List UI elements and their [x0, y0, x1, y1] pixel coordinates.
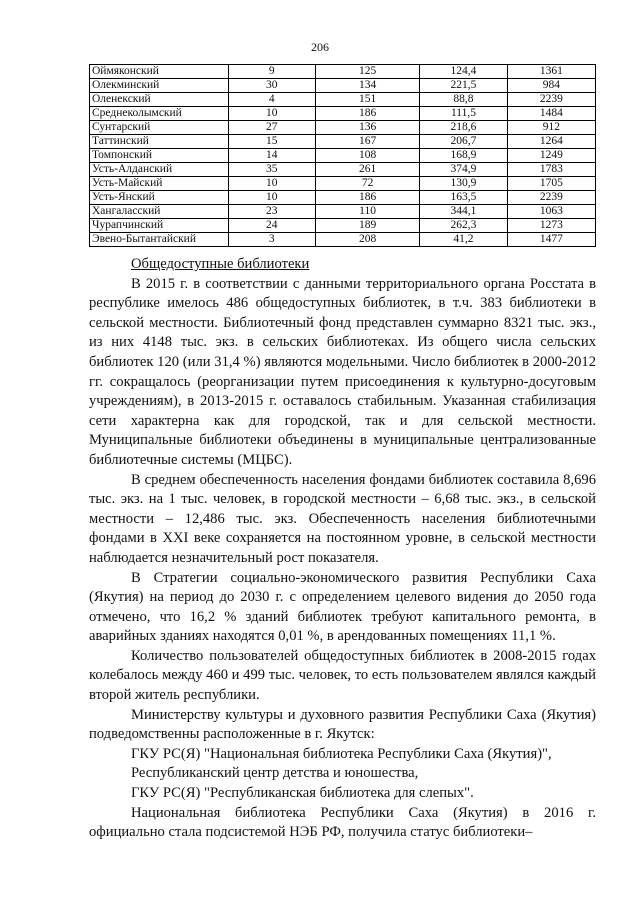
paragraph-fund-provision: В среднем обеспеченность населения фондами библиотек составила 8,696 тыс. экз. на 1 тыс. человек, в городской местности – 6,68 тыс. экз., в сельской местности – 12,486 тыс. экз. Обеспеченность населения библиотечными фондами в XXI веке сохраняется на постоянном уровне, в сельской местности наблюдается незначительный рост показателя. [89, 471, 596, 566]
value-cell: 41,2 [420, 233, 507, 247]
value-cell: 124,4 [420, 65, 507, 79]
district-name-cell: Олекминский [90, 79, 229, 93]
value-cell: 110 [315, 205, 419, 219]
table-row [90, 135, 596, 149]
value-cell: 1484 [507, 107, 595, 121]
value-cell: 10 [228, 191, 315, 205]
value-cell: 206,7 [420, 135, 507, 149]
district-name-cell: Усть-Алданский [90, 163, 229, 177]
value-cell: 134 [315, 79, 419, 93]
value-cell: 2239 [507, 191, 595, 205]
value-cell: 4 [228, 93, 315, 107]
table-row [90, 65, 596, 79]
value-cell: 151 [315, 93, 419, 107]
list-item-national-library: ГКУ РС(Я) "Национальная библиотека Республики Саха (Якутия)", [131, 745, 552, 762]
district-name-cell: Таттинский [90, 135, 229, 149]
value-cell: 1783 [507, 163, 595, 177]
value-cell: 9 [228, 65, 315, 79]
district-name-cell: Усть-Майский [90, 177, 229, 191]
page-number: 206 [311, 40, 329, 54]
paragraph-users: Количество пользователей общедоступных библиотек в 2008-2015 годах колебалось между 460 и 499 тыс. человек, то есть пользователем являлся каждый второй житель республики. [89, 647, 596, 704]
value-cell: 912 [507, 121, 595, 135]
value-cell: 208 [315, 233, 419, 247]
paragraph-libraries-count: В 2015 г. в соответствии с данными территориального органа Росстата в республике имелось 486 общедоступных библиотек, в т.ч. 383 библиотеки в сельской местности. Библиотечный фонд представлен суммарно 8321 тыс. экз., из них 4148 тыс. экз. в сельских библиотеках. Из общего числа сельских библиотек 120 (или 31,4 %) являются модельными. Число библиотек в 2000-2012 гг. сокращалось (реорганизации путем присоединения к культурно-досуговым учреждениям), в 2013-2015 г. оставалось стабильным. Указанная стабилизация сети характерна как для городской, так и для сельской местности. Муниципальные библиотеки объединены в муниципальные централизованные библиотечные системы (МЦБС). [89, 275, 596, 468]
value-cell: 111,5 [420, 107, 507, 121]
paragraph-ministry: Министерству культуры и духовного развития Республики Саха (Якутия) подведомственны расположенные в г. Якутск: [89, 706, 596, 743]
value-cell: 88,8 [420, 93, 507, 107]
value-cell: 30 [228, 79, 315, 93]
table-row [90, 163, 596, 177]
district-name-cell: Хангаласский [90, 205, 229, 219]
district-name-cell: Чурапчинский [90, 219, 229, 233]
table-row [90, 177, 596, 191]
district-name-cell: Оймяконский [90, 65, 229, 79]
value-cell: 72 [315, 177, 419, 191]
district-name-cell: Среднеколымский [90, 107, 229, 121]
value-cell: 186 [315, 191, 419, 205]
value-cell: 1249 [507, 149, 595, 163]
table-row [90, 121, 596, 135]
section-heading: Общедоступные библиотеки [131, 256, 310, 272]
value-cell: 1273 [507, 219, 595, 233]
value-cell: 221,5 [420, 79, 507, 93]
list-item-library-for-blind: ГКУ РС(Я) "Республиканская библиотека для слепых". [131, 785, 474, 802]
value-cell: 218,6 [420, 121, 507, 135]
table-row [90, 79, 596, 93]
value-cell: 344,1 [420, 205, 507, 219]
value-cell: 15 [228, 135, 315, 149]
value-cell: 1705 [507, 177, 595, 191]
paragraph-strategy: В Стратегии социально-экономического развития Республики Саха (Якутия) на период до 2030 г. с определением целевого видения до 2050 года отмечено, что 16,2 % зданий библиотек требуют капитального ремонта, в аварийных зданиях находятся 0,01 %, в арендованных помещениях 11,1 %. [89, 569, 596, 645]
value-cell: 167 [315, 135, 419, 149]
value-cell: 163,5 [420, 191, 507, 205]
value-cell: 374,9 [420, 163, 507, 177]
paragraph-national-library-status: Национальная библиотека Республики Саха (Якутия) в 2016 г. официально стала подсистемой НЭБ РФ, получила статус библиотеки– [89, 804, 596, 841]
table-row [90, 93, 596, 107]
value-cell: 1477 [507, 233, 595, 247]
value-cell: 23 [228, 205, 315, 219]
value-cell: 189 [315, 219, 419, 233]
value-cell: 136 [315, 121, 419, 135]
district-name-cell: Оленекский [90, 93, 229, 107]
list-item-youth-center: Республиканский центр детства и юношества, [131, 765, 419, 782]
value-cell: 24 [228, 219, 315, 233]
district-statistics-table [89, 64, 596, 247]
value-cell: 27 [228, 121, 315, 135]
value-cell: 984 [507, 79, 595, 93]
value-cell: 130,9 [420, 177, 507, 191]
value-cell: 3 [228, 233, 315, 247]
value-cell: 168,9 [420, 149, 507, 163]
table-row [90, 107, 596, 121]
value-cell: 108 [315, 149, 419, 163]
value-cell: 1063 [507, 205, 595, 219]
table-row [90, 219, 596, 233]
value-cell: 14 [228, 149, 315, 163]
value-cell: 1264 [507, 135, 595, 149]
district-name-cell: Эвено-Бытантайский [90, 233, 229, 247]
district-name-cell: Сунтарский [90, 121, 229, 135]
table-row [90, 205, 596, 219]
value-cell: 10 [228, 107, 315, 121]
value-cell: 1361 [507, 65, 595, 79]
value-cell: 2239 [507, 93, 595, 107]
document-body [89, 255, 596, 843]
table-row [90, 191, 596, 205]
value-cell: 262,3 [420, 219, 507, 233]
table-row [90, 233, 596, 247]
value-cell: 35 [228, 163, 315, 177]
table-row [90, 149, 596, 163]
value-cell: 186 [315, 107, 419, 121]
value-cell: 10 [228, 177, 315, 191]
value-cell: 125 [315, 65, 419, 79]
district-name-cell: Томпонский [90, 149, 229, 163]
value-cell: 261 [315, 163, 419, 177]
district-name-cell: Усть-Янский [90, 191, 229, 205]
